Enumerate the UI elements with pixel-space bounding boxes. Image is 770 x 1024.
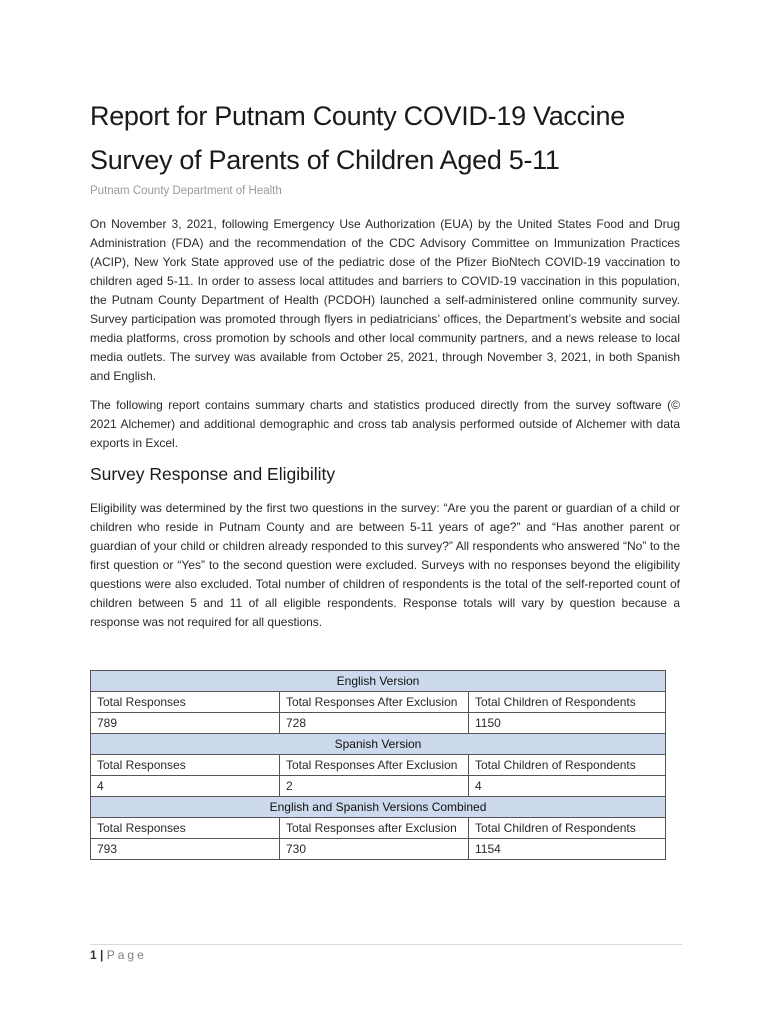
responses-table (90, 670, 666, 860)
table-row (91, 776, 666, 797)
header-cell: Total Responses (91, 818, 280, 839)
group-header-row (91, 671, 666, 692)
value-cell: 1150 (469, 713, 666, 734)
intro-paragraph: On November 3, 2021, following Emergency Use Authorization (EUA) by the United States Food and Drug Administration (FDA) and the recommendation of the CDC Advisory Committee on Immunization Practices (ACIP), New York State approved use of the pediatric dose of the Pfizer BioNtech COVID-19 vaccination to children aged 5-11. In order to assess local attitudes and barriers to COVID-19 vaccination in this population, the Putnam County Department of Health (PCDOH) launched a self-administered online community survey. Survey participation was promoted through flyers in pediatricians’ offices, the Department’s website and social media platforms, cross promotion by schools and other local community partners, and a news release to local media outlets. The survey was available from October 25, 2021, through November 3, 2021, in both Spanish and English. (90, 217, 680, 383)
value-cell: 2 (280, 776, 469, 797)
eligibility-paragraph: Eligibility was determined by the first two questions in the survey: “Are you the parent or guardian of a child or children who reside in Putnam County and are between 5-11 years of age?” and “Has another parent or guardian of your child or children already responded to this survey?” All respondents who answered “No” to the first question or “Yes” to the second question were excluded. Surveys with no responses beyond the eligibility questions were also excluded. Total number of children of respondents is the total of the self-reported count of children between 5 and 11 of all eligible respondents. Response totals will vary by question because a response was not required for all questions. (90, 501, 680, 629)
footer-divider (90, 944, 682, 945)
report-title: Report for Putnam County COVID-19 Vaccine Survey of Parents of Children Aged 5-11 (90, 101, 625, 175)
section-heading: Survey Response and Eligibility (90, 464, 336, 484)
value-cell: 728 (280, 713, 469, 734)
value-cell: 4 (91, 776, 280, 797)
header-cell: Total Responses After Exclusion (280, 692, 469, 713)
table-header-row (91, 692, 666, 713)
value-cell: 1154 (469, 839, 666, 860)
header-cell: Total Responses after Exclusion (280, 818, 469, 839)
header-cell: Total Responses (91, 755, 280, 776)
page-footer (90, 948, 147, 962)
group-title: English Version (91, 671, 666, 692)
header-cell: Total Children of Respondents (469, 818, 666, 839)
value-cell: 793 (91, 839, 280, 860)
page-label: Page (106, 948, 147, 962)
report-subtitle: Putnam County Department of Health (90, 185, 282, 197)
footer-separator: | (100, 948, 104, 962)
group-title: Spanish Version (91, 734, 666, 755)
header-cell: Total Responses After Exclusion (280, 755, 469, 776)
header-cell: Total Responses (91, 692, 280, 713)
value-cell: 4 (469, 776, 666, 797)
table-row (91, 713, 666, 734)
report-scope-paragraph: The following report contains summary charts and statistics produced directly from the survey software (© 2021 Alchemer) and additional demographic and cross tab analysis performed outside of Alchemer with data exports in Excel. (90, 398, 680, 450)
page-number: 1 (90, 948, 97, 962)
value-cell: 789 (91, 713, 280, 734)
table-row (91, 839, 666, 860)
header-cell: Total Children of Respondents (469, 692, 666, 713)
group-title: English and Spanish Versions Combined (91, 797, 666, 818)
header-cell: Total Children of Respondents (469, 755, 666, 776)
value-cell: 730 (280, 839, 469, 860)
group-header-row (91, 734, 666, 755)
table-header-row (91, 755, 666, 776)
group-header-row (91, 797, 666, 818)
table-header-row (91, 818, 666, 839)
